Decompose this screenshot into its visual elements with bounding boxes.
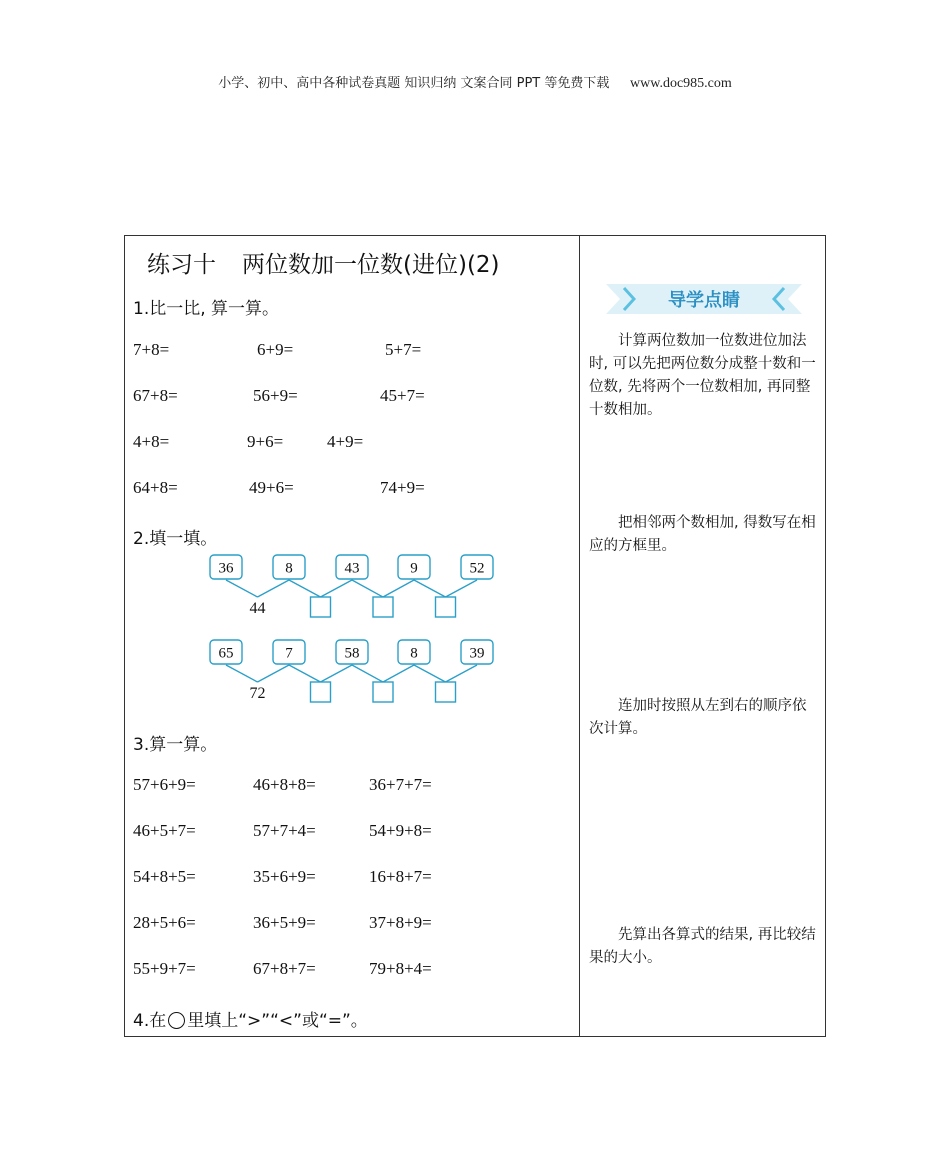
chain-connector — [352, 665, 383, 682]
page-title — [147, 246, 500, 279]
chain-connector — [446, 665, 478, 682]
q1-expression: 4+9= — [327, 432, 364, 451]
q3-expression: 36+5+9= — [253, 913, 316, 932]
chain-connector — [321, 580, 353, 597]
number-box-value: 36 — [218, 560, 234, 577]
q3-expression: 35+6+9= — [253, 867, 316, 886]
number-chains — [125, 546, 579, 726]
banner-title: 导学点睛 — [668, 290, 740, 311]
chain-connector — [414, 665, 446, 682]
worksheet-table — [124, 235, 826, 1037]
q1-expression: 7+8= — [133, 340, 170, 359]
q3-expression: 57+7+4= — [253, 821, 316, 840]
chain-connector — [383, 665, 414, 682]
q3-expression: 16+8+7= — [369, 867, 432, 886]
q1-expression: 4+8= — [133, 432, 170, 451]
q1-expression: 74+9= — [380, 478, 425, 497]
q1-expression: 45+7= — [380, 386, 425, 405]
q3-expression: 57+6+9= — [133, 775, 196, 794]
chain-connector — [258, 665, 290, 682]
tip-4: 先算出各算式的结果, 再比较结果的大小。 — [589, 927, 816, 966]
header-text: 小学、初中、高中各种试卷真题 知识归纳 文案合同 PPT 等免费下载 — [218, 76, 610, 91]
chain-connector — [414, 580, 446, 597]
q3-expression: 46+5+7= — [133, 821, 196, 840]
q3-expression: 79+8+4= — [369, 959, 432, 978]
chain-connector — [446, 580, 478, 597]
q3-label: 3.算一算。 — [133, 735, 218, 755]
tip-1: 计算两位数加一位数进位加法时, 可以先把两位数分成整十数和一位数, 先将两个一位数相加, 再同整十数相加。 — [589, 333, 816, 418]
number-box-value: 58 — [344, 645, 360, 662]
number-box-value: 52 — [469, 560, 485, 577]
q1-expression: 56+9= — [253, 386, 298, 405]
q2-label: 2.填一填。 — [133, 529, 218, 549]
q1-label: 1.比一比, 算一算。 — [133, 299, 280, 319]
answer-box[interactable] — [373, 597, 393, 617]
q1-expression: 49+6= — [249, 478, 294, 497]
page-header — [0, 72, 950, 92]
q4-label: 4.在 里填上“>”“<”或“=”。 — [133, 1011, 368, 1031]
chain-connector — [352, 580, 383, 597]
tip-3: 连加时按照从左到右的顺序依次计算。 — [589, 698, 807, 737]
chain-connector — [258, 580, 290, 597]
chain-connector — [321, 665, 353, 682]
header-url[interactable]: www.doc985.com — [630, 76, 732, 91]
chain-connector — [226, 665, 258, 682]
q3-expression: 46+8+8= — [253, 775, 316, 794]
q3-expression: 37+8+9= — [369, 913, 432, 932]
q1-expression: 64+8= — [133, 478, 178, 497]
q3-expression: 67+8+7= — [253, 959, 316, 978]
q3-expression: 36+7+7= — [369, 775, 432, 794]
answer-box[interactable] — [373, 682, 393, 702]
tip-2: 把相邻两个数相加, 得数写在相应的方框里。 — [589, 515, 816, 554]
q1-expression: 5+7= — [385, 340, 422, 359]
number-box-value: 8 — [285, 560, 293, 577]
chain-connector — [226, 580, 258, 597]
q3-expression: 55+9+7= — [133, 959, 196, 978]
guide-column — [580, 236, 827, 1036]
title-topic: 两位数加一位数(进位)(2) — [242, 252, 500, 278]
answer-box[interactable] — [311, 597, 331, 617]
q3-expression: 28+5+6= — [133, 913, 196, 932]
q1-expression: 67+8= — [133, 386, 178, 405]
chain-connector — [383, 580, 414, 597]
number-box-value: 39 — [469, 645, 485, 662]
chain-connector — [289, 580, 321, 597]
guide-banner — [606, 280, 802, 318]
chain-connector — [289, 665, 321, 682]
number-box-value: 43 — [344, 560, 360, 577]
q3-expression: 54+9+8= — [369, 821, 432, 840]
title-lesson: 练习十 — [147, 252, 216, 278]
answer-box[interactable] — [436, 682, 456, 702]
answer-box[interactable] — [436, 597, 456, 617]
number-box-value: 8 — [410, 645, 418, 662]
number-box-value: 7 — [285, 645, 293, 662]
q1-expression: 6+9= — [257, 340, 294, 359]
q3-expression: 54+8+5= — [133, 867, 196, 886]
chain-first-result: 72 — [249, 685, 266, 702]
chain-first-result: 44 — [249, 600, 266, 617]
number-box-value: 65 — [218, 645, 234, 662]
q1-expression: 9+6= — [247, 432, 284, 451]
number-box-value: 9 — [410, 560, 418, 577]
answer-box[interactable] — [311, 682, 331, 702]
circle-icon — [168, 1012, 185, 1029]
